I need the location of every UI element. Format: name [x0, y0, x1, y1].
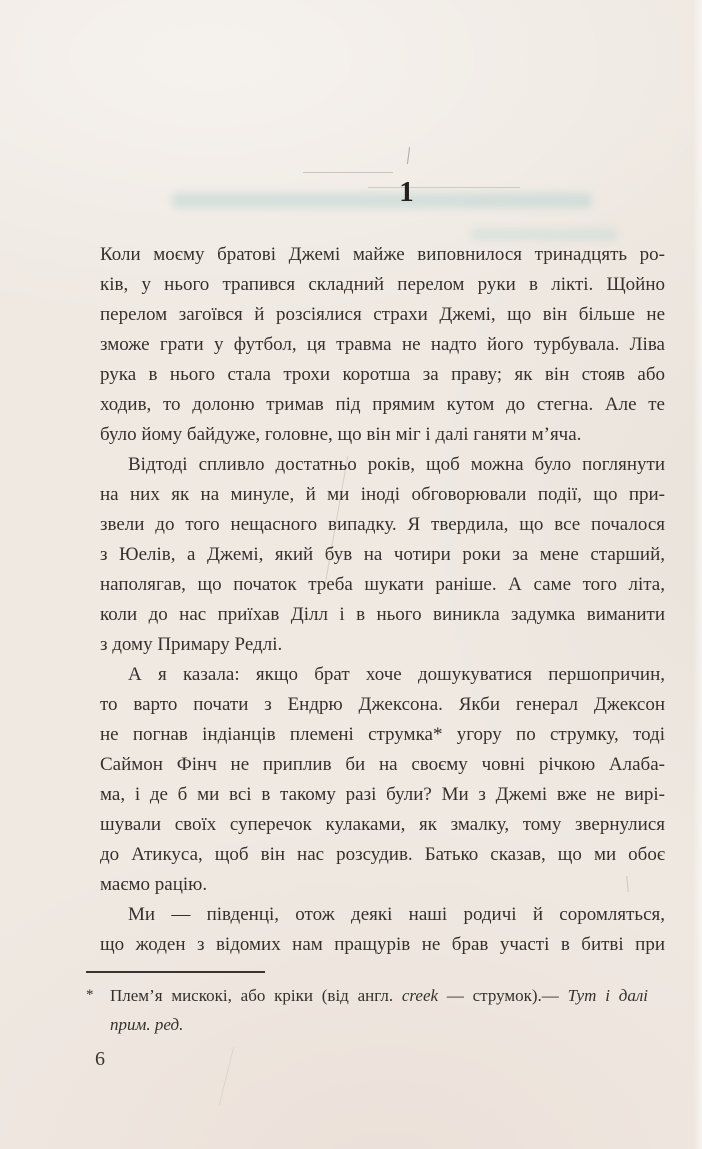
footnote-text	[110, 981, 648, 1010]
text-line: на них як на минуле, й ми іноді обговорювали події, що при-	[100, 484, 665, 505]
footnote-text-italic: creek	[401, 986, 439, 1005]
paragraph-2	[100, 450, 665, 660]
text-line: до Атикуса, щоб він нас розсудив. Батько сказав, що ми обоє	[100, 844, 665, 865]
text-line: зможе грати у футбол, ця травма не надто його турбувала. Ліва	[100, 334, 665, 355]
text-line: ма, і де б ми всі в такому разі були? Ми з Джемі вже не вирі-	[100, 784, 665, 805]
text-line: шували своїх суперечок кулаками, як змалку, тому звернулися	[100, 814, 665, 835]
text-line: Саймон Фінч не приплив би на своєму човні річкою Алаба-	[100, 754, 665, 775]
text-line: Коли моєму братові Джемі майже виповнилося тринадцять ро-	[100, 244, 665, 265]
text-line: з Юелів, а Джемі, який був на чотири роки за мене старший,	[100, 544, 665, 565]
footnote	[86, 981, 648, 1039]
text-line: звели до того нещасного випадку. Я твердила, що все почалося	[100, 514, 665, 535]
text-line: наполягав, що початок треба шукати раніше. А саме того літа,	[100, 574, 665, 595]
footnote-line	[86, 981, 648, 1010]
text-line: коли до нас приїхав Ділл і в нього виникла задумка виманити	[100, 604, 665, 625]
chapter-number: 1	[399, 176, 414, 208]
text-line: то варто почати з Ендрю Джексона. Якби генерал Джексон	[100, 694, 665, 715]
text-line: рука в нього стала трохи коротша за праву; як він стояв або	[100, 364, 665, 385]
footnote-text-roman: Плем’я мискокі, або кріки (від англ.	[110, 986, 402, 1005]
scan-artifact	[303, 172, 393, 173]
text-line: перелом загоївся й розсіялися страхи Джемі, що він більше не	[100, 304, 665, 325]
text-line: було йому байдуже, головне, що він міг і далі ганяти м’яча.	[100, 424, 582, 445]
footnote-marker: *	[86, 987, 94, 1003]
page-showthrough-ghost	[470, 229, 618, 240]
paragraph-3	[100, 660, 665, 900]
body-text	[100, 240, 665, 960]
text-line: Відтоді спливло достатньо років, щоб можна було поглянути	[128, 454, 665, 475]
text-line: ходив, то долоню тримав під прямим кутом до стегна. Але те	[100, 394, 665, 415]
page-number: 6	[95, 1048, 105, 1070]
text-line: Ми — південці, отож деякі наші родичі й соромляться,	[128, 904, 665, 925]
text-line: не погнав індіанців племені струмка* угору по струмку, тоді	[100, 724, 665, 745]
footnote-text-italic: Тут і далі	[567, 986, 648, 1005]
footnote-text-roman: — струмок).—	[438, 986, 568, 1005]
scan-artifact	[407, 147, 410, 164]
scan-artifact	[219, 1047, 234, 1105]
text-line: що жоден з відомих нам пращурів не брав участі в битві при	[100, 934, 665, 955]
text-line: з дому Примару Редлі.	[100, 634, 283, 655]
text-line: А я казала: якщо брат хоче дошукуватися першопричин,	[128, 664, 665, 685]
paragraph-4	[100, 900, 665, 960]
footnote-line: прим. ред.	[110, 1015, 184, 1034]
footnote-separator	[86, 971, 265, 973]
text-line: ків, у нього трапився складний перелом руки в лікті. Щойно	[100, 274, 665, 295]
paragraph-1	[100, 240, 665, 450]
text-line: маємо рацію.	[100, 874, 208, 895]
